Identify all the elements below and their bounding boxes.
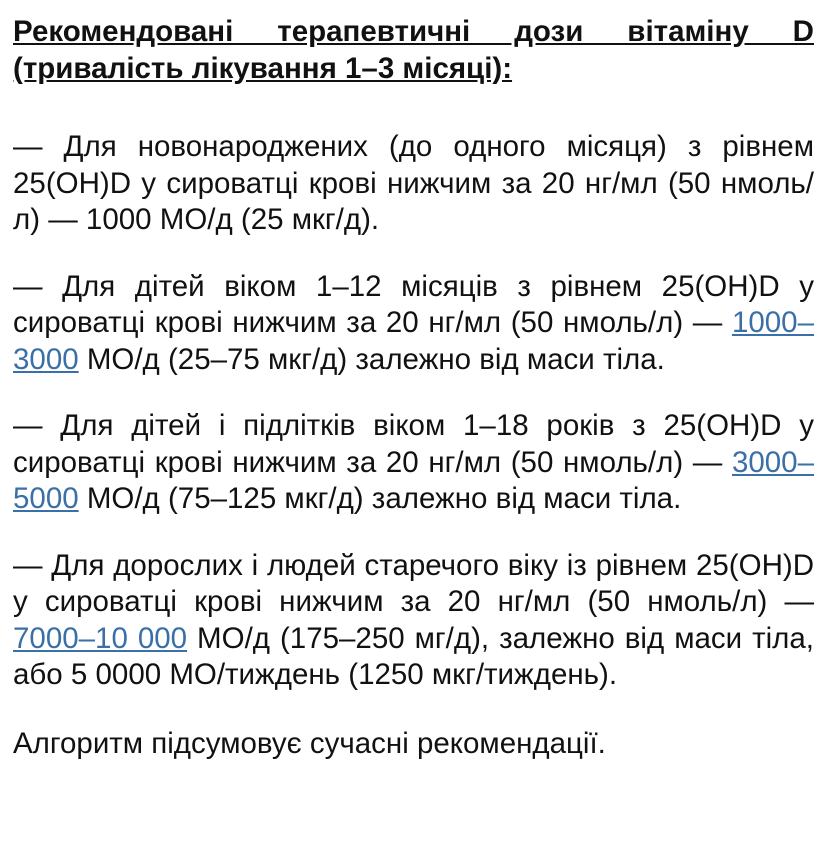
paragraph-text-after: МО/д (175–250 мг/д), залежно від маси тіла, або 5 0000 МО/тиждень (1250 мкг/тиждень).: [13, 621, 814, 691]
paragraph-text-before: — Для дорослих і людей старечого віку із рівнем 25(OH)D у сироватці крові нижчим за 20 нг/мл (50 нмоль/л) —: [13, 548, 814, 618]
dose-range-link[interactable]: 7000–10 000: [13, 621, 188, 655]
paragraph-text: — Для новонароджених (до одного місяця) з рівнем 25(OH)D у сироватці крові нижчим за 20 нг/мл (50 нмоль/л) — 1000 МО/д (25 мкг/д).: [13, 130, 814, 236]
dose-range-link[interactable]: 1000–3000: [13, 306, 814, 376]
title-line-1: Рекомендовані терапевтичні дози вітаміну D: [13, 15, 814, 48]
dose-children-paragraph: [13, 408, 814, 518]
paragraph-text-after: МО/д (25–75 мкг/д) залежно від маси тіла.: [78, 342, 665, 376]
paragraph-text-before: — Для дітей віком 1–12 місяців з рівнем 25(OH)D у сироватці крові нижчим за 20 нг/мл (50 нмоль/л) —: [13, 269, 814, 339]
paragraph-text-after: МО/д (75–125 мкг/д) залежно від маси тіла.: [78, 482, 682, 515]
summary-text: Алгоритм підсумовує сучасні рекомендації.: [13, 726, 606, 760]
dose-range-link[interactable]: 3000–5000: [13, 445, 814, 515]
document-title: [13, 14, 814, 87]
dose-infants-paragraph: [13, 269, 814, 379]
title-line-2: (тривалість лікування 1–3 місяці):: [13, 51, 513, 85]
dose-newborns-paragraph: [13, 129, 814, 239]
paragraph-text-before: — Для дітей і підлітків віком 1–18 років з 25(OH)D у сироватці крові нижчим за 20 нг/мл (50 нмоль/л) —: [13, 409, 814, 479]
document-body: [13, 14, 814, 762]
dose-adults-paragraph: [13, 548, 814, 694]
